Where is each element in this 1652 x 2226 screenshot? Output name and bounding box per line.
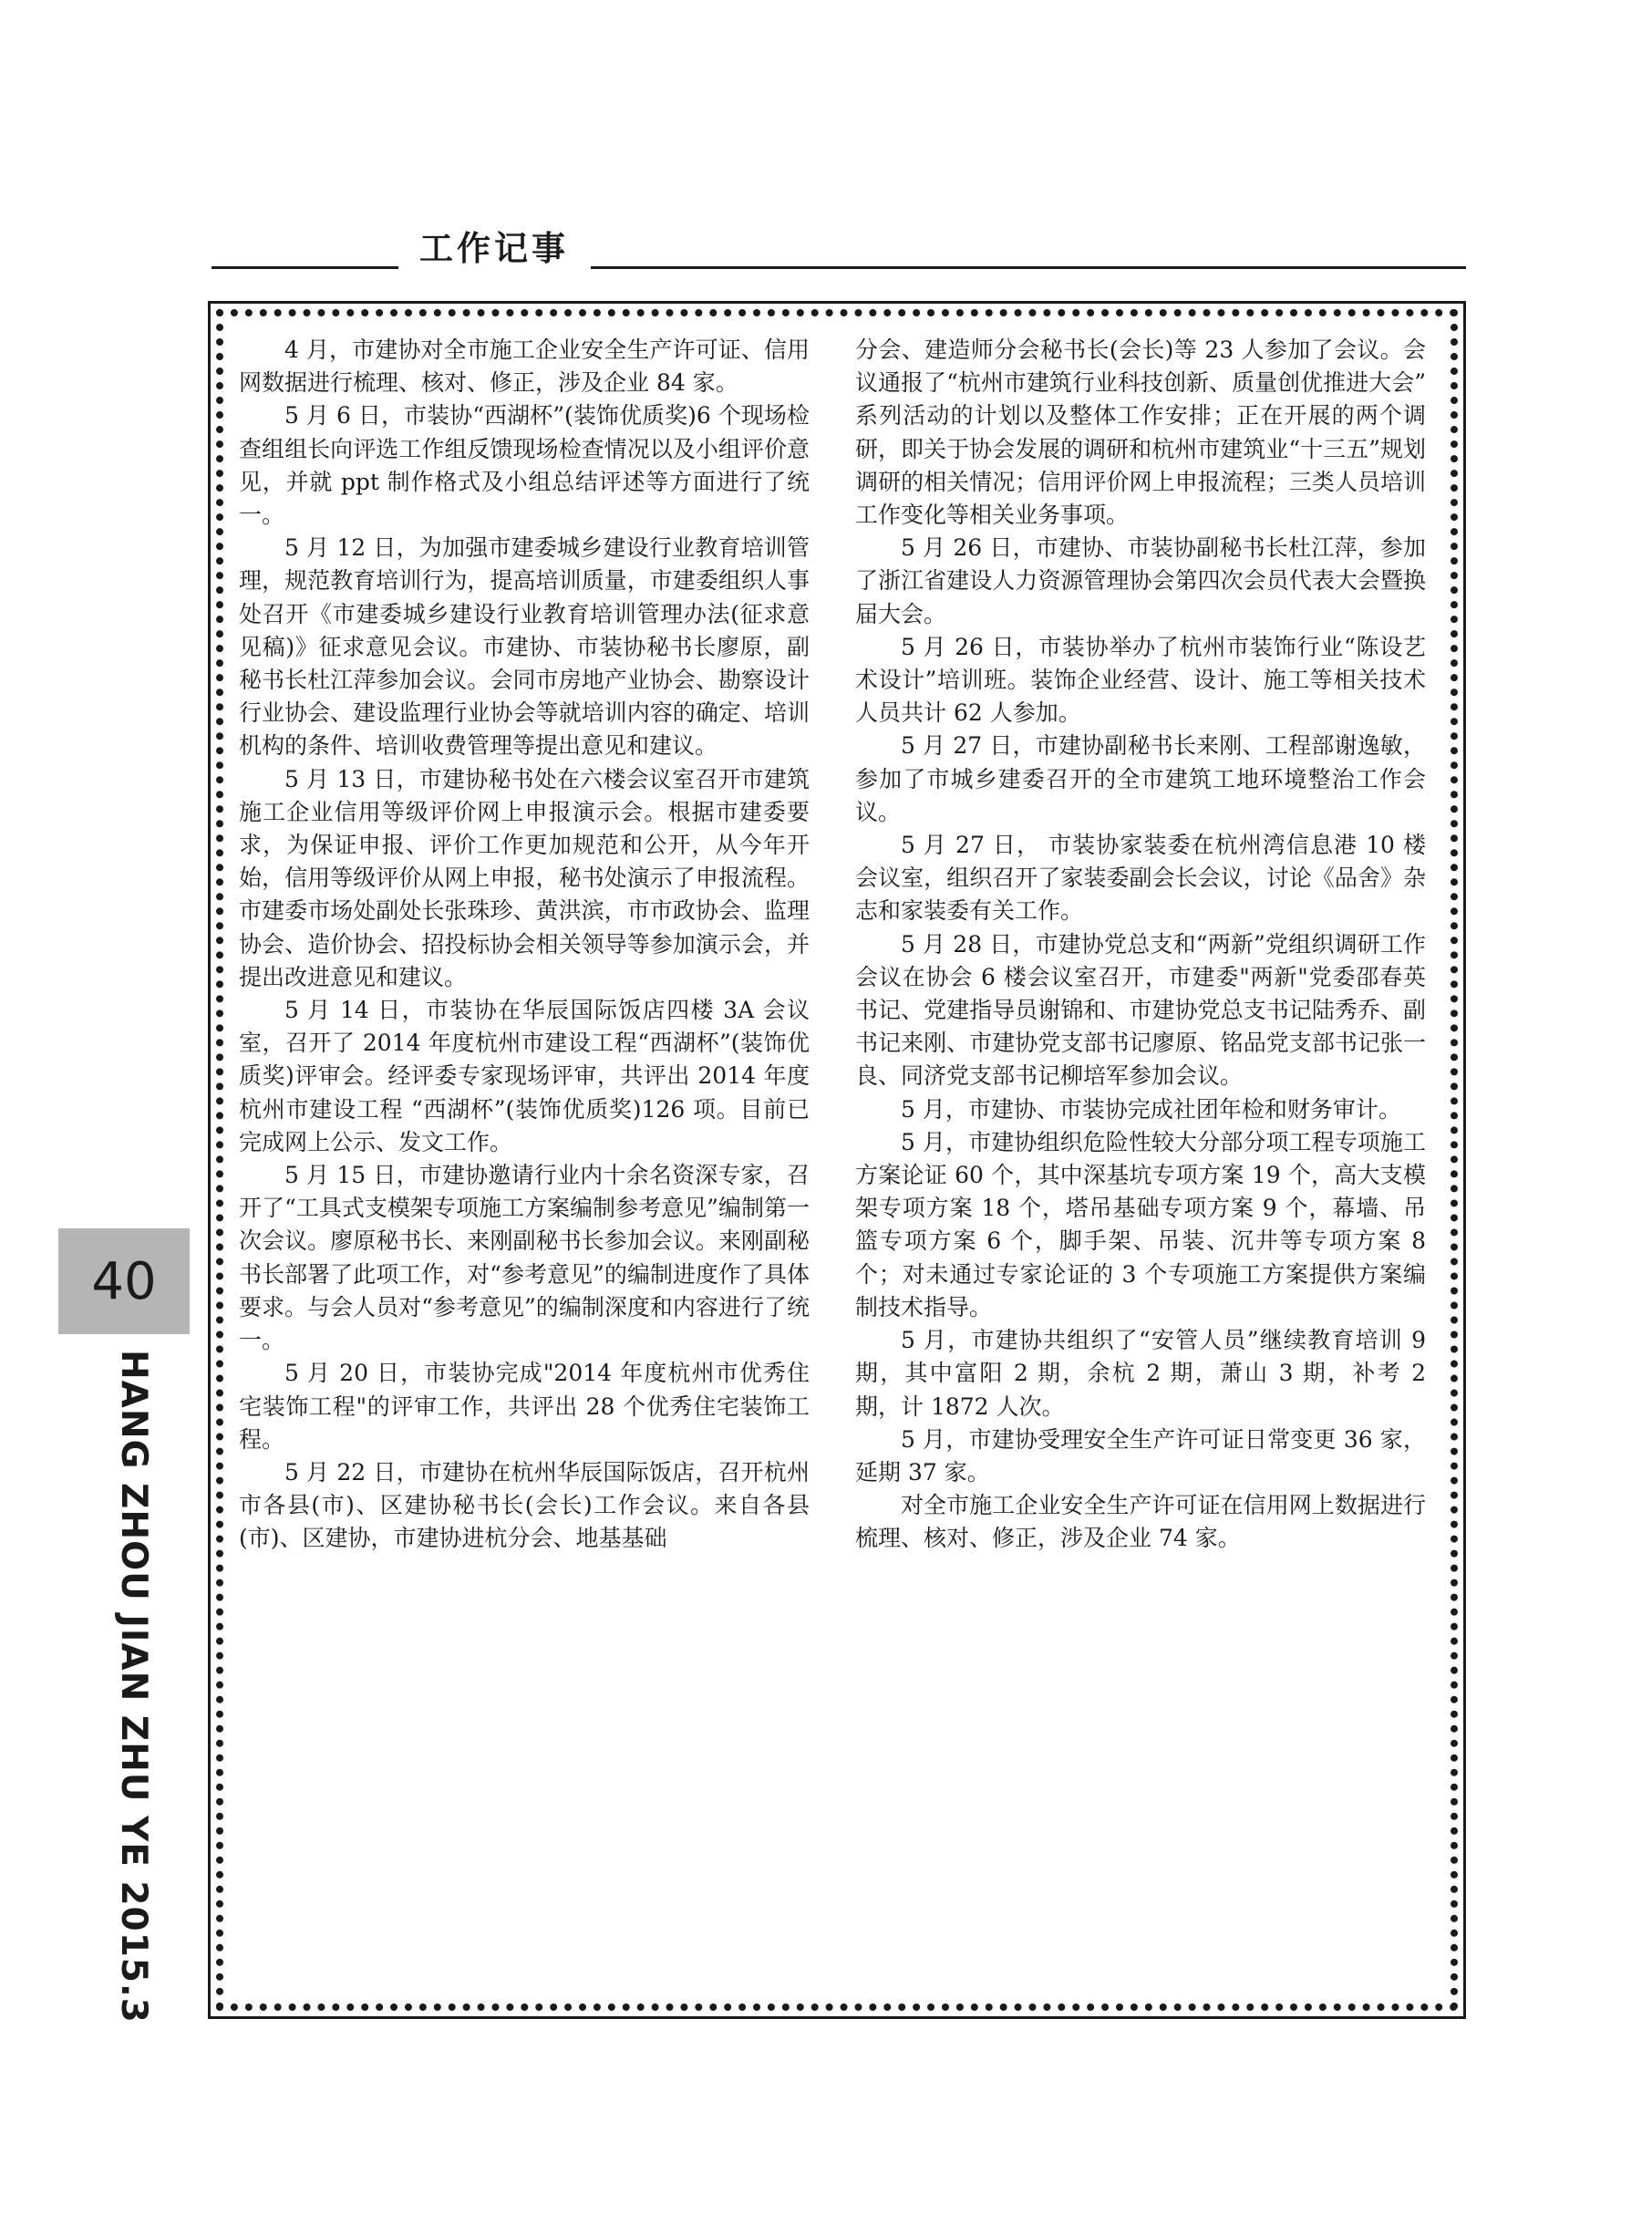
paragraph: 5 月 26 日，市装协举办了杭州市装饰行业“陈设艺术设计”培训班。装饰企业经营、设计、施工等相关技术人员共计 62 人参加。 — [855, 633, 1426, 727]
paragraph: 5 月，市建协共组织了“安管人员”继续教育培训 9 期，其中富阳 2 期，余杭 2 期，萧山 3 期，补考 2 期，计 1872 人次。 — [855, 1327, 1426, 1420]
right-column — [855, 334, 1426, 1556]
paragraph: 5 月 22 日，市建协在杭州华辰国际饭店，召开杭州市各县(市)、区建协秘书长(会长)工作会议。来自各县(市)、区建协，市建协进杭分会、地基基础 — [239, 1458, 810, 1552]
page-number-tab — [58, 1228, 190, 1334]
left-column — [239, 334, 810, 1556]
paragraph-continuation: 分会、建造师分会秘书长(会长)等 23 人参加了会议。会议通报了“杭州市建筑行业科技创新、质量创优推进大会” 系列活动的计划以及整体工作安排；正在开展的两个调研，即关于协会发展的调研和杭州市建筑业“十三五”规划调研的相关情况；信用评价网上申报流程；三类人员培训工作变化等相关业务事项。 — [855, 336, 1426, 529]
paragraph: 5 月 12 日，为加强市建委城乡建设行业教育培训管理，规范教育培训行为，提高培训质量，市建委组织人事处召开《市建委城乡建设行业教育培训管理办法(征求意见稿)》征求意见会议。市建协、市装协秘书长廖原，副秘书长杜江萍参加会议。会同市房地产业协会、勘察设计行业协会、建设监理行业协会等就培训内容的确定、培训机构的条件、培训收费管理等提出意见和建议。 — [239, 534, 810, 760]
header-rule-right — [591, 266, 1466, 269]
paragraph: 5 月，市建协组织危险性较大分部分项工程专项施工方案论证 60 个，其中深基坑专项方案 19 个，高大支模架专项方案 18 个，塔吊基础专项方案 9 个，幕墙、吊篮专项方案 6 个，脚手架、吊装、沉井等专项方案 8 个；对未通过专家论证的 3 个专项施工方案提供方案编制技术指导。 — [855, 1128, 1426, 1320]
paragraph: 5 月 27 日，市建协副秘书长来刚、工程部谢逸敏，参加了市城乡建委召开的全市建筑工地环境整治工作会议。 — [855, 732, 1426, 825]
paragraph: 5 月 27 日， 市装协家装委在杭州湾信息港 10 楼会议室，组织召开了家装委副会长会议，讨论《品舍》杂志和家装委有关工作。 — [855, 832, 1426, 925]
paragraph: 5 月 6 日，市装协“西湖杯”(装饰优质奖)6 个现场检查组组长向评选工作组反馈现场检查情况以及小组评价意见，并就 ppt 制作格式及小组总结评述等方面进行了统一。 — [239, 402, 810, 529]
section-title: 工作记事 — [419, 229, 569, 268]
paragraph: 5 月 26 日，市建协、市装协副秘书长杜江萍，参加了浙江省建设人力资源管理协会第四次会员代表大会暨换届大会。 — [855, 534, 1426, 627]
paragraph: 对全市施工企业安全生产许可证在信用网上数据进行梳理、核对、修正，涉及企业 74 家。 — [855, 1492, 1426, 1552]
header-rule-left — [212, 266, 398, 269]
paragraph: 5 月 20 日，市装协完成"2014 年度杭州市优秀住宅装饰工程"的评审工作，共评出 28 个优秀住宅装饰工程。 — [239, 1360, 810, 1453]
journal-vertical-text: HANG ZHOU JIAN ZHU YE 2015.3 — [113, 1350, 154, 2024]
page-number: 40 — [91, 1251, 157, 1311]
paragraph: 5 月 14 日，市装协在华辰国际饭店四楼 3A 会议室，召开了 2014 年度杭州市建设工程“西湖杯”(装饰优质奖)评审会。经评委专家现场评审，共评出 2014 年度杭州市建设工程 “西湖杯”(装饰优质奖)126 项。目前已完成网上公示、发文工作。 — [239, 997, 810, 1155]
paragraph: 5 月，市建协受理安全生产许可证日常变更 36 家，延期 37 家。 — [855, 1425, 1426, 1486]
paragraph: 5 月 15 日，市建协邀请行业内十余名资深专家，召开了“工具式支模架专项施工方案编制参考意见”编制第一次会议。廖原秘书长、来刚副秘书长参加会议。来刚副秘书长部署了此项工作，对“参考意见”的编制进度作了具体要求。与会人员对“参考意见”的编制深度和内容进行了统一。 — [239, 1162, 810, 1354]
paragraph: 5 月 28 日，市建协党总支和“两新”党组织调研工作会议在协会 6 楼会议室召开，市建委"两新"党委邵春英书记、党建指导员谢锦和、市建协党总支书记陆秀乔、副书记来刚、市建协党支部书记廖原、铭品党支部书记张一良、同济党支部书记柳培军参加会议。 — [855, 930, 1426, 1090]
paragraph: 5 月，市建协、市装协完成社团年检和财务审计。 — [901, 1095, 1401, 1123]
paragraph: 4 月，市建协对全市施工企业安全生产许可证、信用网数据进行梳理、核对、修正，涉及企业 84 家。 — [239, 336, 810, 397]
paragraph: 5 月 13 日，市建协秘书处在六楼会议室召开市建筑施工企业信用等级评价网上申报演示会。根据市建委要求，为保证申报、评价工作更加规范和公开，从今年开始，信用等级评价从网上申报，秘书处演示了申报流程。市建委市场处副处长张珠珍、黄洪滨，市市政协会、监理协会、造价协会、招投标协会相关领导等参加演示会，并提出改进意见和建议。 — [239, 765, 810, 990]
